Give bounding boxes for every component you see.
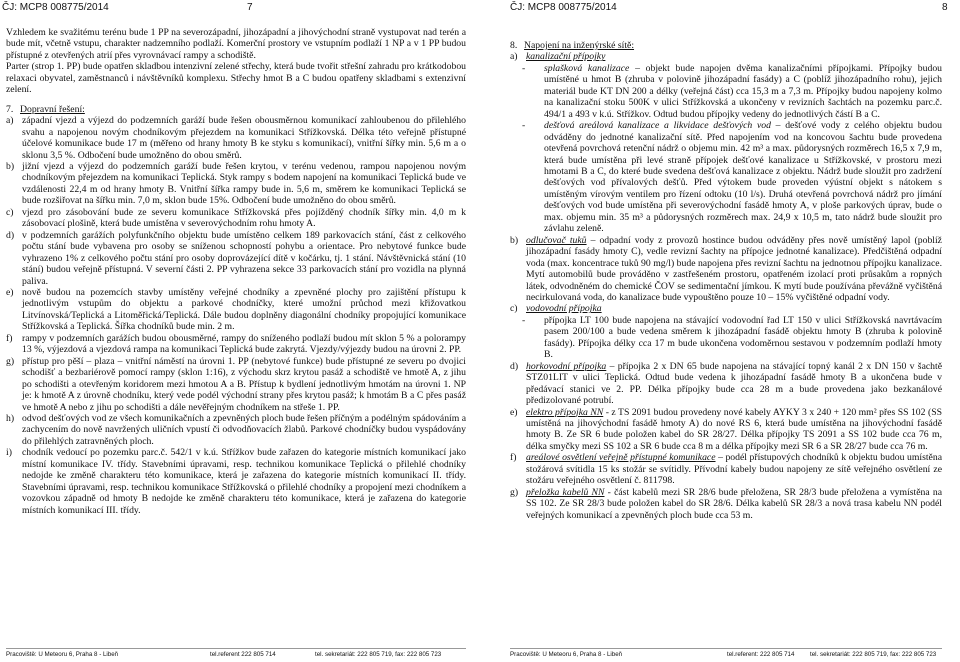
item-title: elektro přípojka NN xyxy=(526,406,604,418)
list-item xyxy=(510,51,942,62)
section-number: 7. xyxy=(6,103,14,115)
list-item xyxy=(510,487,942,521)
item-label: g) xyxy=(6,355,15,367)
item-label: b) xyxy=(510,234,519,246)
list-item xyxy=(510,235,942,304)
list-item xyxy=(510,452,942,486)
bullet: - xyxy=(522,314,526,326)
item-label: e) xyxy=(510,406,518,418)
list-item xyxy=(6,356,466,413)
footer-divider xyxy=(510,648,942,649)
item-label: f) xyxy=(510,452,517,464)
item-title: vodovodní přípojka xyxy=(526,303,602,315)
item-text: – přípojka 2 x DN 65 bude napojena na stávající topný kanál 2 x DN 150 v šachtě STZ01LIT v ulici Teplická. Odtud bude vedena k jihozápadní fasádě hmoty B a ukončena bude v předávací stanici ve 2. PP. Délka přípojky bude cca 28 m a bude provedena jako bezkanálové předizolované potrubí. xyxy=(526,360,942,407)
item-label: e) xyxy=(6,286,14,298)
section-title: Dopravní řešení: xyxy=(20,103,85,115)
item-label: b) xyxy=(6,160,15,172)
sub-item xyxy=(510,63,942,120)
list-item xyxy=(510,407,942,453)
bullet: - xyxy=(522,120,526,132)
item-title: areálové osvětlení veřejně přístupné komunikace xyxy=(526,452,716,464)
item-text: odvod dešťových vod ze všech komunikačních a zpevněných ploch bude řešen příčným a podélným spádováním a zachycením do nově navržených uličních vpustí či odvodňovacích žlabů. Parkové chodníčky budou vyspádovány do přilehlých zatravněných ploch. xyxy=(22,412,466,447)
page-body xyxy=(510,32,942,521)
section-title: Napojení na inženýrské sítě: xyxy=(524,40,635,51)
item-text: jižní vjezd a výjezd do podzemních garáží bude řešen krytou, v terénu vedenou, rampou napojenou novým chodníkovým přejezdem na komunikaci Teplická. Styk rampy s bodem napojení na komunikaci Teplická bude ve vzdálenosti 22,4 m od hrany hmoty B. Vnitřní šířka rampy bude in. 5,6 m, směrem ke komunikaci Teplická se bude rozšiřovat na šířku min. 7,0 m, sklon bude 15%. Odbočení bude umožněno do obou směrů. xyxy=(22,160,466,207)
sub-item-text: přípojka LT 100 bude napojena na stávající vodovodní řad LT 150 v ulici Střížkovská navrtávacím pasem 200/100 a bude vedena směrem k jihozápadní fasádě objektu hmoty B (zhruba k polovině fasády). Přípojka délky cca 17 m bude ukončena vodoměrnou sestavou v podzemním podlaží hmoty B. xyxy=(544,314,942,361)
list-item xyxy=(510,303,942,314)
footer-address: Pracoviště: U Meteoru 6, Praha 8 - Libeň xyxy=(6,651,119,658)
item-text: rampy v podzemních garážích budou obousměrné, rampy do sníženého podlaží budou mít sklon 5 % a polorampy 13 %, výjezdová a vjezdová rampa na komunikaci Teplická bude zakrytá. Vjezdy/výjezdy budou na úrovni 2. PP. xyxy=(22,332,466,356)
item-title: přeložka kabelů NN xyxy=(526,486,605,498)
footer-divider xyxy=(6,648,466,649)
item-title: kanalizační přípojky xyxy=(526,51,606,63)
page-right xyxy=(480,0,960,662)
item-text: vjezd pro zásobování bude ze severu komunikace Střížkovská přes pojížděný chodník šířky min. 4,0 m k zásobovací plošině, která bude umístěna v severovýchodním rohu hmoty A. xyxy=(22,206,466,230)
page-number: 8 xyxy=(942,2,948,13)
item-label: g) xyxy=(510,486,519,498)
list-item xyxy=(6,413,466,447)
item-text: nově budou na pozemcích stavby umístěny veřejné chodníky a zpevněné plochy pro zajištění přístupu k jednotlivým vstupům do objektu a parkové chodníčky, které umožní průchod mezi křižovatkou Litvínovská/Teplická a Litoměřická/Teplická. Dále budou doplněny diagonální chodníky propojující komunikace Střížkovská a Teplická. Šířka chodníků bude min. 2 m. xyxy=(22,286,466,333)
footer-secretariat: tel. sekretariát: 222 805 719, fax: 222 805 723 xyxy=(810,651,937,658)
item-text: západní vjezd a výjezd do podzemních garáží bude řešen obousměrnou komunikací zahloubenou do přilehlého svahu a napojenou novým chodníkovým přejezdem na komunikaci Střížkovská. Délka této veřejně přístupné účelové komunikace bude 17 m (měřeno od hrany hmoty B ke styku s komunikací), vnitřní šířky min. 5,6 m a o sklonu 3,5 %. Odbočení bude umožněno do obou směrů. xyxy=(22,115,466,161)
header-reference: ČJ: MCP8 008775/2014 xyxy=(510,2,617,13)
item-text: - část kabelů mezi SR 28/6 bude přeložena, SR 28/3 bude přeložena a vymístěna na SS 102. Ze SR 28/3 bude položen kabel do SR 28/6. Délka kabelů SR 28/3 a nová trasa kabelu NN podél veřejných komunikací a zpevněných ploch bude cca 53 m. xyxy=(526,486,942,521)
sub-item xyxy=(510,120,942,235)
item-text: - z TS 2091 budou provedeny nové kabely AYKY 3 x 240 + 120 mm² přes SS 102 (SS umístěná na jihovýchodní fasádě hmoty A) do nové RS 6, která bude umístěna na jihovýchodní fasádě hmoty B. Ze SR 6 bude položen kabel do SR 28/27. Délka přípojky TS 2091 a SS 102 bude cca 76 m, délka smyčky mezi SS 102 a SR 6 bude cca 8 m a délka přípojky mezi SR 6 a SR 28/27 bude cca 76 m. xyxy=(526,406,942,452)
sub-item xyxy=(510,315,942,361)
sub-item-term: splašková kanalizace xyxy=(544,62,630,74)
item-title: horkovodní přípojka xyxy=(526,360,607,372)
item-text: – podél přístupových chodníků k objektu budou umístěna stožárová svítidla 15 ks stožár se svítidly. Přívodní kabely budou napojeny ze sítě veřejného osvětlení ze stožáru veřejného osvětlení č. 811798. xyxy=(526,452,942,487)
list-item xyxy=(6,207,466,230)
item-text: – odpadní vody z provozů hostince budou odváděny přes nově umístěný lapol (poblíž jihozápadní fasády hmoty C), vedle revizní šachty na přípojce jednotné kanalizace). Předčištěná odpadní voda (max. koncentrace tuků 90 mg/l) bude napojena přes revizní šachtu na jednotnou přípojku kanalizace. Mytí automobilů bude prováděno v zastřešeném prostoru, opatřeném izolací proti průsakům a ropných látek, odvodněném do chemické ČOV se sedimentační jímkou. K mytí bude používána převážně vyčištěná necirkulovaná voda, do kanalizace bude vypouštěno pouze 10 – 15% vyčištěné odpadní vody. xyxy=(526,234,942,303)
list-item xyxy=(6,230,466,287)
list-item xyxy=(6,447,466,516)
item-label: a) xyxy=(510,51,518,63)
item-label: f) xyxy=(6,332,13,344)
paragraph: Vzhledem ke svažitému terénu bude 1 PP na severozápadní, jihozápadní a jihovýchodní straně vystupovat nad terén a bude mít, včetně vstupu, charakter nadzemního podlaží. Komerční prostory ve vstupním podlaží 1 NP a v 1 PP budou přístupné z otevřených atrií přes vyrovnávací rampy a schodiště. xyxy=(6,27,466,61)
bullet: - xyxy=(522,62,526,74)
item-label: i) xyxy=(6,447,12,459)
list-item xyxy=(6,161,466,207)
list-item xyxy=(6,287,466,333)
item-text: chodník vedoucí po pozemku parc.č. 542/1 v k.ú. Střížkov bude zařazen do kategorie místních komunikací jako místní komunikace IV. třídy. Stavebními úpravami, resp. technikou komunikace Teplická o přilehlé chodníky nedojde ke změně charakteru této komunikace, která je zařazena do kategorie místních komunikací II. třídy. Stavebními úpravami, resp. technikou komunikace Střížkovská o přilehlé chodníky a propojení mezi chodníkem a vozovkou západně od hmoty B nedojde ke změně charakteru této komunikace, která je zařazena do kategorie místních komunikací III. třídy. xyxy=(22,447,466,516)
sub-item-text: – dešťové vody z celého objektu budou odváděny do jednotné kanalizační sítě. Před napojením vod na koncovou šachtu bude provedena otevřená povrchová retenční nádrž o objemu min. 42 m³ a max. půdorysných rozměrech 16,5 x 7,9 m, která bude umístěna při levé straně přípojek dešťové kanalizace u Střížkovské, v prostoru mezi hmotami B a C, do které bude svedena dešťová kanalizace z objektu. Nádrž bude sloužit pro zadržení dešťových vod přívalových dešťů. Před výtokem bude proveden výústní objekt s nátokem s umístěným vírovým ventilem pro řízení odtoku (10 l/s). Druhá otevřená povrchová nádrž pro jímání dešťových vod bude umístěna při severovýchodní fasádě hmoty A, v ploše parkových úprav, bude o max. objemu min. 35 m³ a půdorysných rozměrech max. 24,9 x 10,5 m, tato nádrž bude sloužit pro závlahu zeleně. xyxy=(544,120,942,235)
footer-phone: tel.referent 222 805 714 xyxy=(210,651,276,658)
section-number: 8. xyxy=(510,40,518,51)
sub-item-term: dešťová areálová kanalizace a likvidace dešťových vod xyxy=(544,120,771,132)
item-text: přístup pro pěší – plaza – vnitřní náměstí na úrovni 1. PP (nebytové funkce) bude přístupné ze severu po dvojici schodišť a bezbariérově pomocí rampy (sklon 1:16), z východu skrz krytou pasáž a schodiště ve hmotě A, z jihu po schodišti a otevřeným koridorem mezi hmotou A a B. Přístup k bydlení jednotlivým hmotám na úrovni 1. NP je: k hmotě A z úrovně chodníku, který vede podél východní strany přes krytou pasáž; k hmotám B a C přes pasáž ve hmotě A nebo z jihu po schodišti a dále nevěřejným chodníkem na střeše 1. PP. xyxy=(22,355,466,413)
footer-secretariat: tel. sekretariát: 222 805 719, fax: 222 805 723 xyxy=(315,651,442,658)
sub-item-text: – objekt bude napojen dvěma kanalizačními přípojkami. Přípojky budou umístěné u hmot B (zhruba v polovině jihozápadní fasády) a C (poblíž jihozápadního rohu), jejich materiál bude KT DN 200 a délky (veřejná část) cca 15,3 m a 7,3 m. Přípojky budou napojeny kolmo na kanalizační stoku 500K v ulici Střížkovská a ukončeny v revizních šachtách na pozemku parc.č. 494/1 a 493 v k.ú. Střížkov. Odtud budou přípojky vedeny do jednotlivých částí B a C. xyxy=(544,62,943,120)
list-item xyxy=(510,361,942,407)
item-text: v podzemních garážích polyfunkčního objektu bude umístěno celkem 189 parkovacích stání, část z celkového počtu stání bude vybavena pro osoby se sníženou schopností pohybu a orientace. Pro nebytové funkce bude vyhrazeno 1% z celkového počtu stání pro osoby doprovázející dítě v kočárku, tj. 1 stání. Návštěvnická stání (10 stání) budou veřejně přístupná. V severní části 2. PP vyhrazena sekce 33 parkovacích stání pro vozidla na plynná paliva. xyxy=(22,229,466,287)
header-reference: ČJ: MCP8 008775/2014 xyxy=(2,2,109,13)
section-heading xyxy=(6,104,466,115)
footer-address: Pracoviště: U Meteoru 6, Praha 8 - Libeň xyxy=(510,651,623,658)
item-label: h) xyxy=(6,412,15,424)
item-label: a) xyxy=(6,115,14,127)
section-heading xyxy=(510,40,942,51)
footer-phone: tel.referent: 222 805 714 xyxy=(727,651,795,658)
item-title: odlučovač tuků xyxy=(526,234,587,246)
item-label: c) xyxy=(510,303,518,315)
item-label: d) xyxy=(6,229,15,241)
page-number: 7 xyxy=(247,2,253,13)
item-label: d) xyxy=(510,360,519,372)
item-label: c) xyxy=(6,206,14,218)
page-body xyxy=(6,27,466,516)
paragraph: Parter (strop 1. PP) bude opatřen skladbou intenzivní zelené střechy, která bude tvořit střešní zahradu pro krátkodobou relaxaci obyvatel, zaměstnanců i návštěvníků komplexu. Střechy hmot B a C budou opatřeny skladbami s extenzivní zelení. xyxy=(6,61,466,96)
list-item xyxy=(6,333,466,356)
list-item xyxy=(6,115,466,161)
